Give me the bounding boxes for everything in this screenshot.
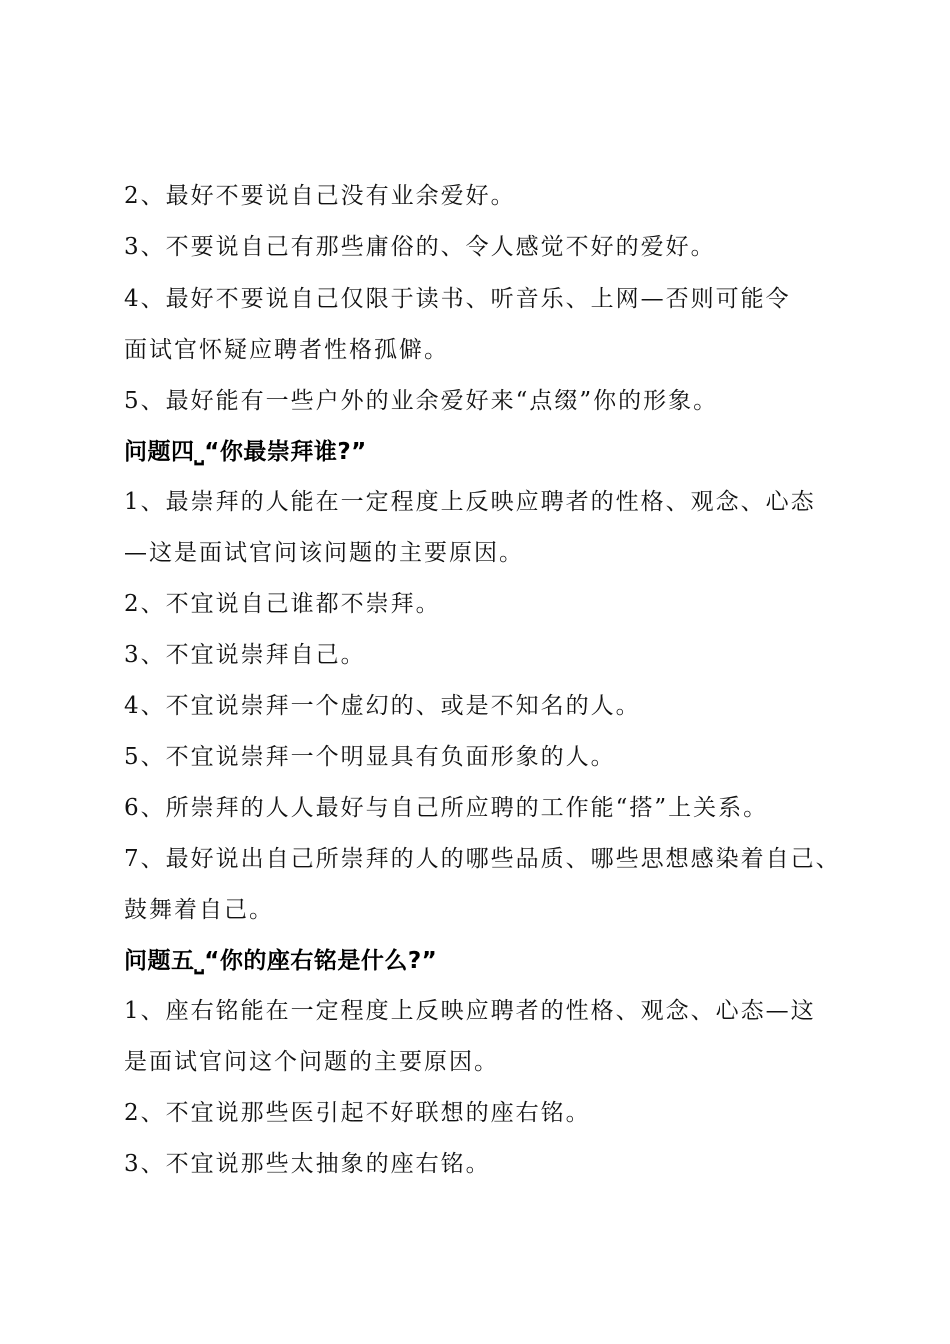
tip-hobby-2: 2、最好不要说自己没有业余爱好。 bbox=[124, 183, 516, 209]
tip-hobby-3: 3、不要说自己有那些庸俗的、令人感觉不好的爱好。 bbox=[124, 234, 716, 260]
tip-idol-1-continued: —这是面试官问该问题的主要原因。 bbox=[124, 540, 524, 566]
question-five-heading: 问题五⎵“你的座右铭是什么?” bbox=[124, 948, 438, 974]
tip-idol-4: 4、不宜说崇拜一个虚幻的、或是不知名的人。 bbox=[124, 693, 641, 719]
tip-hobby-4-continued: 面试官怀疑应聘者性格孤僻。 bbox=[124, 337, 449, 363]
tip-idol-7: 7、最好说出自己所崇拜的人的哪些品质、哪些思想感染着自己、 bbox=[124, 846, 841, 872]
tip-idol-3: 3、不宜说崇拜自己。 bbox=[124, 642, 366, 668]
tip-hobby-4: 4、最好不要说自己仅限于读书、听音乐、上网—否则可能令 bbox=[124, 286, 791, 312]
tip-motto-1: 1、座右铭能在一定程度上反映应聘者的性格、观念、心态—这 bbox=[124, 998, 816, 1024]
tip-motto-2: 2、不宜说那些医引起不好联想的座右铭。 bbox=[124, 1100, 591, 1126]
question-four-heading: 问题四⎵“你最崇拜谁?” bbox=[124, 439, 367, 465]
tip-motto-3: 3、不宜说那些太抽象的座右铭。 bbox=[124, 1151, 491, 1177]
tip-idol-7-continued: 鼓舞着自己。 bbox=[124, 897, 274, 923]
tip-idol-6: 6、所崇拜的人人最好与自己所应聘的工作能“搭”上关系。 bbox=[124, 795, 769, 821]
tip-hobby-5: 5、最好能有一些户外的业余爱好来“点缀”你的形象。 bbox=[124, 388, 719, 414]
tip-motto-1-continued: 是面试官问这个问题的主要原因。 bbox=[124, 1049, 499, 1075]
tip-idol-5: 5、不宜说崇拜一个明显具有负面形象的人。 bbox=[124, 744, 616, 770]
tip-idol-2: 2、不宜说自己谁都不崇拜。 bbox=[124, 591, 441, 617]
tip-idol-1: 1、最崇拜的人能在一定程度上反映应聘者的性格、观念、心态 bbox=[124, 489, 816, 515]
